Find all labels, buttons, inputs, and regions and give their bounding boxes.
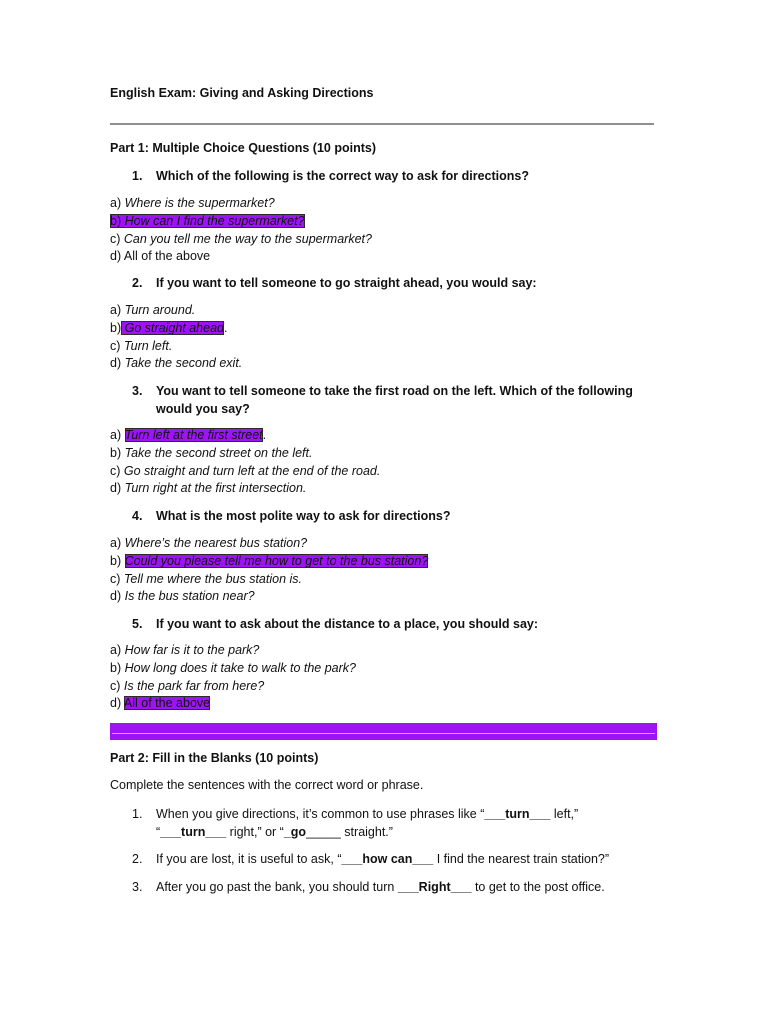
fill-item-3: 3. After you go past the bank, you should turn ___Right___ to get to the post office. — [132, 880, 605, 894]
question-text: You want to tell someone to take the first road on the left. Which of the following would you say? — [156, 384, 633, 416]
answer-blank: ___turn___ — [160, 825, 227, 839]
fill-item-2: 2. If you are lost, it is useful to ask, “___how can___ I find the nearest train station?” — [132, 852, 610, 866]
answer-blank: ___Right___ — [397, 880, 472, 894]
question-3 — [132, 383, 652, 418]
option-c: c) Tell me where the bus station is. — [110, 571, 303, 586]
question-5-options — [110, 642, 650, 713]
option-b: b) Go straight ahead. — [110, 320, 228, 335]
option-b: b) How long does it take to walk to the park? — [110, 660, 356, 675]
fill-item-1: 1. When you give directions, it’s common to use phrases like “___turn___ left,” “___turn___ right,” or “_go_____ straight.” — [132, 807, 579, 839]
highlighted-answer: All of the above — [123, 696, 211, 711]
question-text: What is the most polite way to ask for directions? — [156, 509, 451, 523]
option-d: d) Is the bus station near? — [110, 589, 255, 604]
question-number: 2. — [132, 276, 143, 290]
horizontal-rule — [110, 123, 654, 125]
option-c: c) Is the park far from here? — [110, 678, 265, 693]
option-b: b) How can I find the supermarket? — [110, 213, 305, 228]
highlighted-answer: Turn left at the first street — [124, 428, 263, 442]
question-4-options — [110, 535, 650, 606]
question-2 — [132, 275, 652, 293]
answer-blank: ___turn___ — [484, 807, 551, 821]
option-d: d) All of the above — [110, 249, 211, 264]
question-number: 4. — [132, 509, 143, 523]
question-text: Which of the following is the correct way to ask for directions? — [156, 169, 529, 183]
option-a: a) Where’s the nearest bus station? — [110, 536, 308, 550]
question-number: 3. — [132, 384, 143, 398]
question-4 — [132, 508, 652, 526]
option-a: a) Where is the supermarket? — [110, 196, 275, 210]
part2-instruction: Complete the sentences with the correct word or phrase. — [110, 778, 424, 792]
part1-heading: Part 1: Multiple Choice Questions (10 points) — [110, 141, 377, 155]
question-5 — [132, 616, 652, 634]
option-a: a) Turn left at the first street. — [110, 428, 267, 442]
question-number: 5. — [132, 617, 143, 631]
highlighted-divider — [110, 723, 657, 740]
option-a: a) How far is it to the park? — [110, 643, 260, 657]
part2-heading: Part 2: Fill in the Blanks (10 points) — [110, 751, 319, 765]
option-c: c) Turn left. — [110, 338, 173, 353]
option-d: d) Take the second exit. — [110, 356, 243, 371]
question-number: 1. — [132, 169, 143, 183]
highlighted-answer: Go straight ahead — [124, 320, 224, 335]
highlighted-answer: How can I find the supermarket? — [124, 213, 305, 228]
option-c: c) Can you tell me the way to the supermarket? — [110, 231, 372, 246]
question-3-options — [110, 427, 650, 498]
option-a: a) Turn around. — [110, 303, 196, 317]
option-d: d) Turn right at the first intersection. — [110, 481, 307, 496]
highlighted-answer: Could you please tell me how to get to the bus station? — [124, 553, 429, 568]
question-1 — [132, 168, 652, 186]
question-1-options — [110, 195, 650, 266]
question-text: If you want to ask about the distance to a place, you should say: — [156, 617, 539, 631]
option-c: c) Go straight and turn left at the end of the road. — [110, 463, 381, 478]
question-text: If you want to tell someone to go straight ahead, you would say: — [156, 276, 537, 290]
answer-blank: _go — [283, 825, 307, 839]
option-d: d) All of the above — [110, 696, 211, 711]
question-2-options — [110, 302, 650, 373]
answer-blank: ___how can___ — [341, 852, 434, 866]
option-b: b) Take the second street on the left. — [110, 445, 313, 460]
exam-title: English Exam: Giving and Asking Directions — [110, 86, 374, 100]
option-b: b) Could you please tell me how to get to the bus station? — [110, 553, 429, 568]
